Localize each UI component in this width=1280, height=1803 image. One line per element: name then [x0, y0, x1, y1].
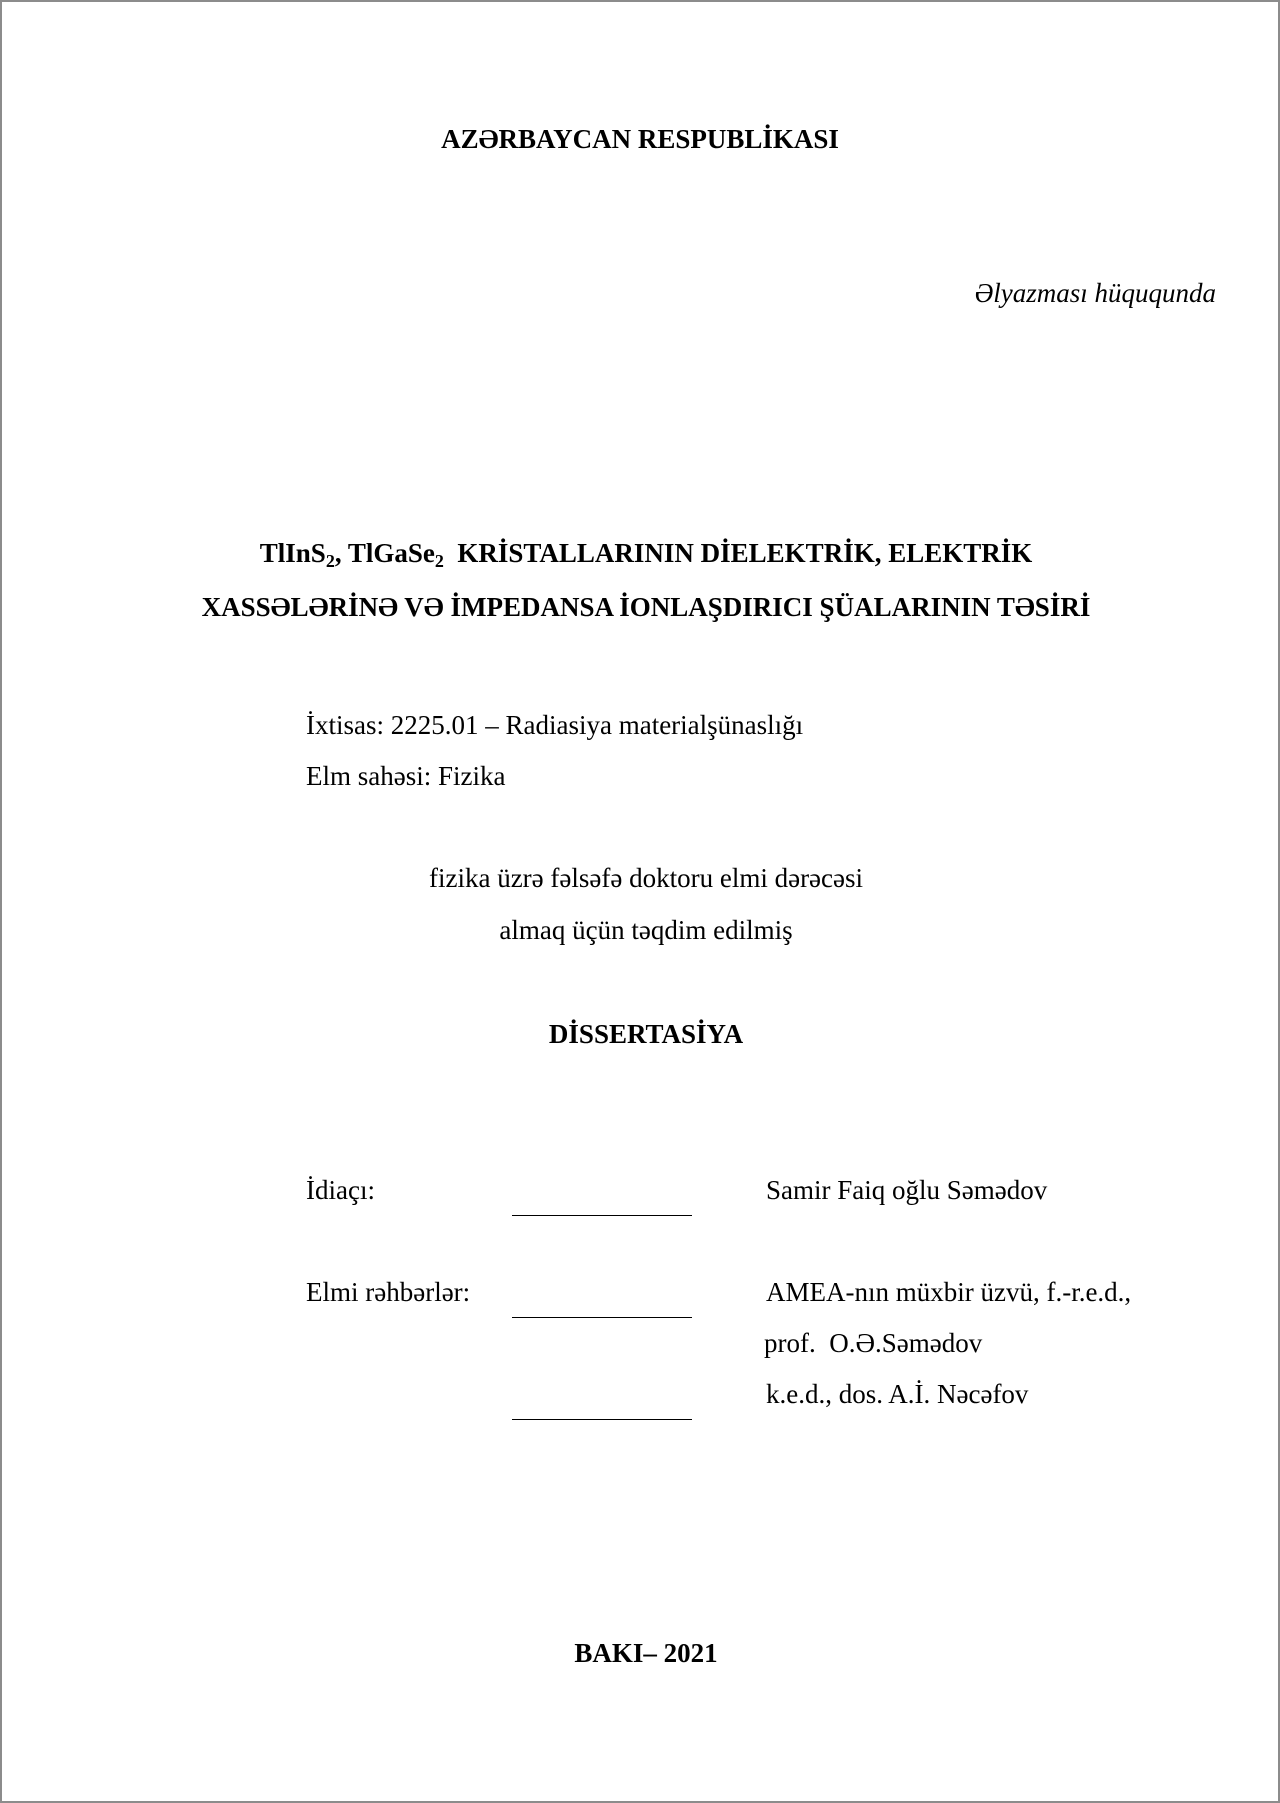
applicant-name: Samir Faiq oğlu Səmədov — [766, 1175, 1048, 1205]
supervisor1-title: AMEA-nın müxbir üzvü, f.-r.e.d., — [766, 1277, 1132, 1307]
field-line: Elm sahəsi: Fizika — [306, 761, 506, 791]
title-subscript2: 2 — [434, 551, 444, 571]
degree-line1: fizika üzrə fəlsəfə doktoru elmi dərəcəsi — [428, 863, 864, 893]
supervisor2-signature-line — [512, 1407, 692, 1425]
title-compound1: TlInS — [259, 538, 326, 568]
specialty-line: İxtisas: 2225.01 – Radiasiya materialşünaslığı — [306, 710, 804, 740]
supervisor2-name: k.e.d., dos. A.İ. Nəcəfov — [766, 1379, 1029, 1409]
title-compound2: , TlGaSe — [334, 538, 435, 568]
country-heading: AZƏRBAYCAN RESPUBLİKASI — [441, 124, 839, 154]
supervisor1-signature-line — [512, 1305, 692, 1323]
applicant-signature-line — [512, 1203, 692, 1221]
dissertation-title-line1 — [2, 538, 1278, 569]
title-subscript1: 2 — [325, 551, 335, 571]
place-year-footer: BAKI– 2021 — [574, 1638, 718, 1668]
supervisor1-name: prof. O.Ə.Səmədov — [764, 1328, 983, 1358]
dissertation-title-line2: XASSƏLƏRİNƏ VƏ İMPEDANSA İONLAŞDIRICI ŞÜALARININ TƏSİRİ — [201, 592, 1091, 622]
supervisors-label: Elmi rəhbərlər: — [306, 1277, 471, 1307]
document-type: DİSSERTASİYA — [548, 1019, 744, 1049]
applicant-label: İdiaçı: — [306, 1175, 375, 1205]
degree-line2: almaq üçün təqdim edilmiş — [499, 915, 793, 945]
title-rest: KRİSTALLARININ DİELEKTRİK, ELEKTRİK — [443, 538, 1033, 568]
manuscript-note: Əlyazması hüququnda — [974, 278, 1216, 308]
